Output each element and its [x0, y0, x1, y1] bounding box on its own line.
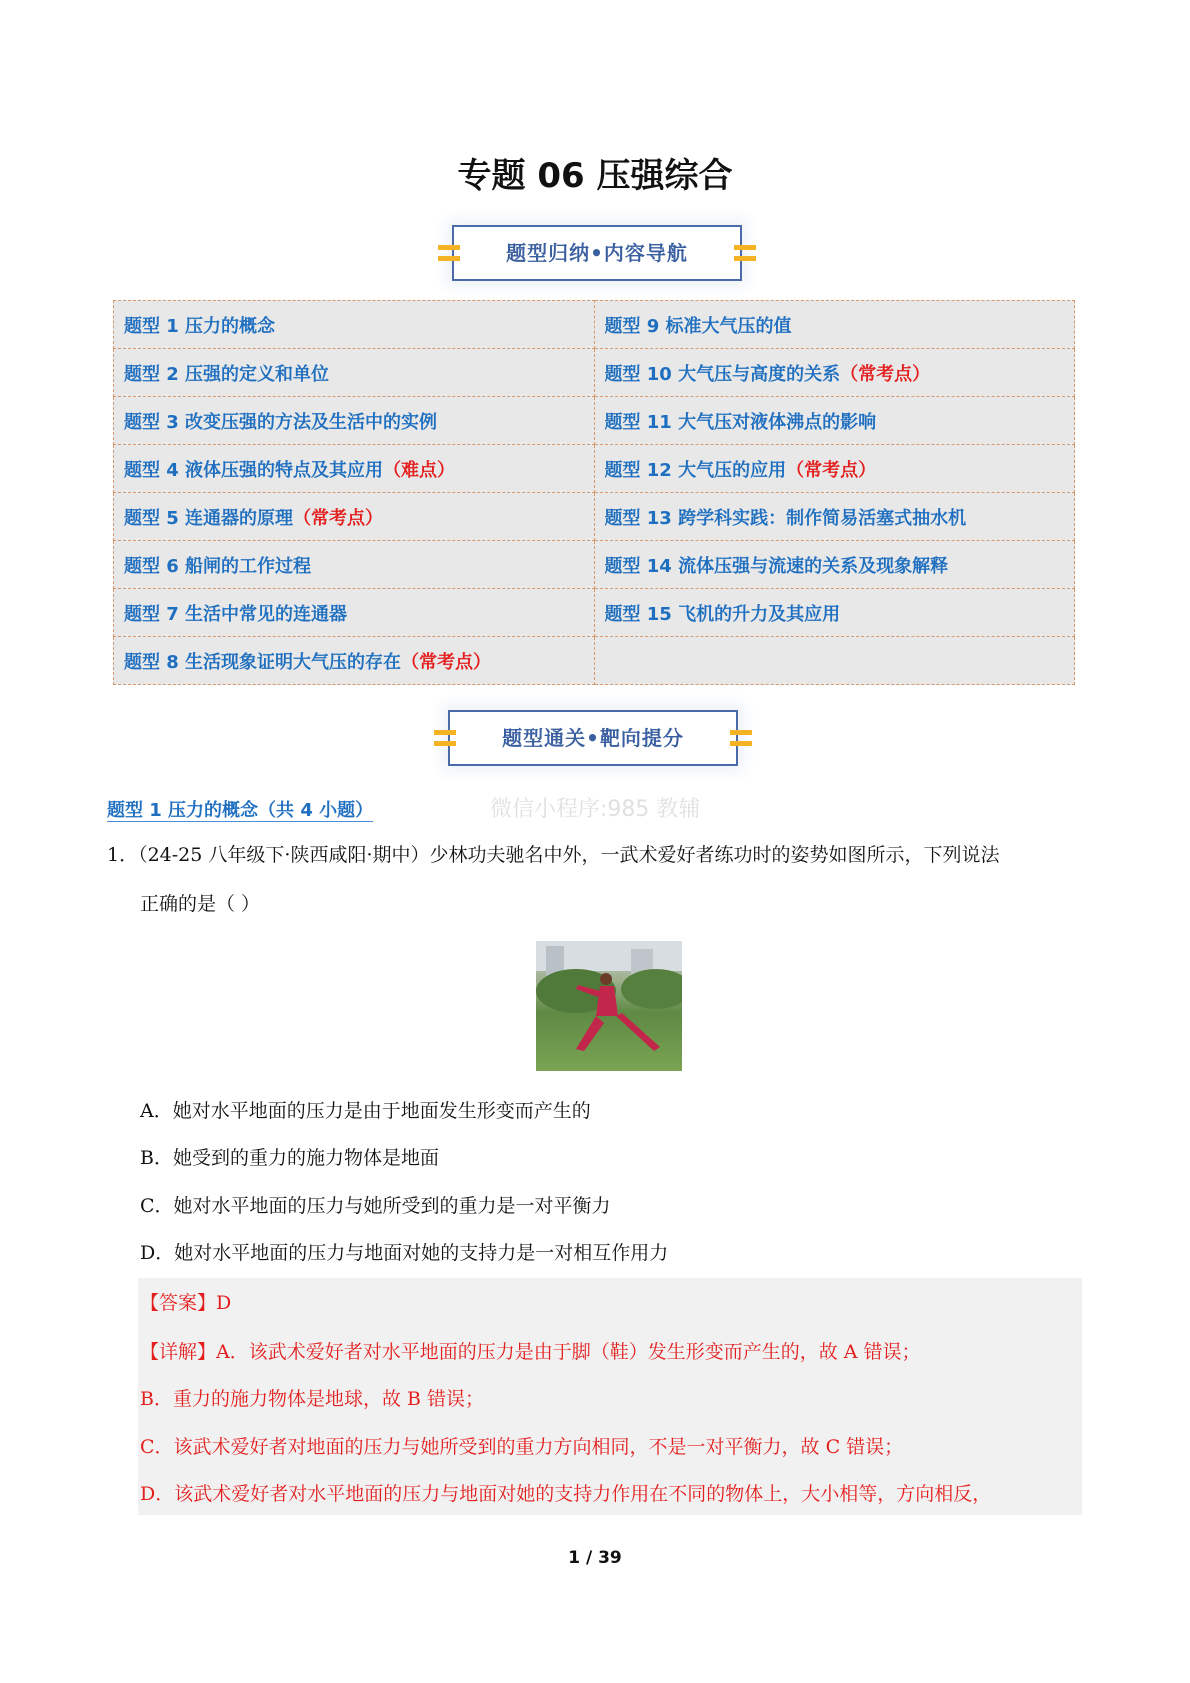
nav-cell[interactable] [114, 637, 595, 685]
watermark: 微信小程序:985 教辅 [490, 797, 701, 822]
nav-cell[interactable] [114, 589, 595, 637]
nav-cell[interactable] [594, 301, 1075, 349]
nav-cell [594, 637, 1075, 685]
option-a: A．她对水平地面的压力是由于地面发生形变而产生的 [140, 1100, 591, 1122]
nav-link[interactable]: 题型 9 标准大气压的值 [604, 315, 792, 337]
nav-row [114, 541, 1075, 589]
option-b: B．她受到的重力的施力物体是地面 [140, 1147, 439, 1169]
nav-link[interactable]: 题型 7 生活中常见的连通器 [124, 603, 348, 625]
question-stem: 1．（24-25 八年级下·陕西咸阳·期中）少林功夫驰名中外，一武术爱好者练功时的姿势如图所示，下列说法 [107, 844, 1000, 866]
nav-link[interactable]: 题型 8 生活现象证明大气压的存在 [124, 651, 402, 673]
nav-link[interactable]: 题型 10 大气压与高度的关系 [604, 363, 841, 385]
nav-cell[interactable] [594, 541, 1075, 589]
decor-bar-icon [434, 730, 456, 746]
explanation-line: D．该武术爱好者对水平地面的压力与地面对她的支持力作用在不同的物体上，大小相等，方向相反， [140, 1483, 992, 1505]
nav-tag: （难点） [383, 459, 456, 481]
nav-link[interactable]: 题型 14 流体压强与流速的关系及现象解释 [604, 555, 949, 577]
nav-cell[interactable] [114, 541, 595, 589]
nav-cell[interactable] [594, 589, 1075, 637]
nav-row [114, 589, 1075, 637]
nav-tag: （常考点） [293, 507, 384, 529]
nav-banner-label: 题型归纳•内容导航 [506, 241, 688, 265]
nav-row [114, 397, 1075, 445]
nav-cell[interactable] [114, 445, 595, 493]
nav-link[interactable]: 题型 5 连通器的原理 [124, 507, 294, 529]
practice-banner-label: 题型通关•靶向提分 [502, 726, 684, 750]
topic-nav-table [113, 300, 1075, 685]
nav-cell[interactable] [594, 493, 1075, 541]
nav-cell[interactable] [114, 397, 595, 445]
nav-link[interactable]: 题型 12 大气压的应用 [604, 459, 787, 481]
nav-link[interactable]: 题型 3 改变压强的方法及生活中的实例 [124, 411, 438, 433]
explanation-line: 【详解】A．该武术爱好者对水平地面的压力是由于脚（鞋）发生形变而产生的，故 A 错误； [140, 1341, 921, 1363]
nav-row [114, 637, 1075, 685]
section-heading[interactable]: 题型 1 压力的概念（共 4 小题） [107, 800, 374, 821]
answer-label: 【答案】D [140, 1292, 232, 1314]
option-c: C．她对水平地面的压力与她所受到的重力是一对平衡力 [140, 1195, 611, 1217]
nav-link[interactable]: 题型 6 船闸的工作过程 [124, 555, 312, 577]
explanation-line: B．重力的施力物体是地球，故 B 错误； [140, 1388, 485, 1410]
option-d: D．她对水平地面的压力与地面对她的支持力是一对相互作用力 [140, 1242, 669, 1264]
decor-bar-icon [730, 730, 752, 746]
nav-link[interactable]: 题型 2 压强的定义和单位 [124, 363, 330, 385]
page-title: 专题 06 压强综合 [457, 156, 733, 196]
practice-banner [448, 710, 738, 766]
nav-row [114, 445, 1075, 493]
nav-cell[interactable] [114, 349, 595, 397]
nav-banner [452, 225, 742, 281]
nav-row [114, 349, 1075, 397]
question-stem-cont: 正确的是（ ） [140, 893, 261, 915]
decor-bar-icon [734, 245, 756, 261]
nav-cell[interactable] [594, 397, 1075, 445]
nav-link[interactable]: 题型 15 飞机的升力及其应用 [604, 603, 841, 625]
nav-cell[interactable] [114, 301, 595, 349]
nav-row [114, 301, 1075, 349]
nav-link[interactable]: 题型 1 压力的概念 [124, 315, 276, 337]
nav-link[interactable]: 题型 13 跨学科实践：制作简易活塞式抽水机 [604, 507, 967, 529]
nav-link[interactable]: 题型 4 液体压强的特点及其应用 [124, 459, 384, 481]
martial-arts-photo [536, 941, 682, 1071]
nav-cell[interactable] [594, 349, 1075, 397]
nav-tag: （常考点） [401, 651, 492, 673]
nav-cell[interactable] [114, 493, 595, 541]
nav-link[interactable]: 题型 11 大气压对液体沸点的影响 [604, 411, 877, 433]
nav-row [114, 493, 1075, 541]
nav-cell[interactable] [594, 445, 1075, 493]
answer-box [138, 1278, 1082, 1515]
page-number: 1 / 39 [568, 1548, 622, 1568]
decor-bar-icon [438, 245, 460, 261]
nav-tag: （常考点） [786, 459, 877, 481]
explanation-line: C．该武术爱好者对地面的压力与她所受到的重力方向相同，不是一对平衡力，故 C 错误； [140, 1436, 904, 1458]
nav-tag: （常考点） [840, 363, 931, 385]
